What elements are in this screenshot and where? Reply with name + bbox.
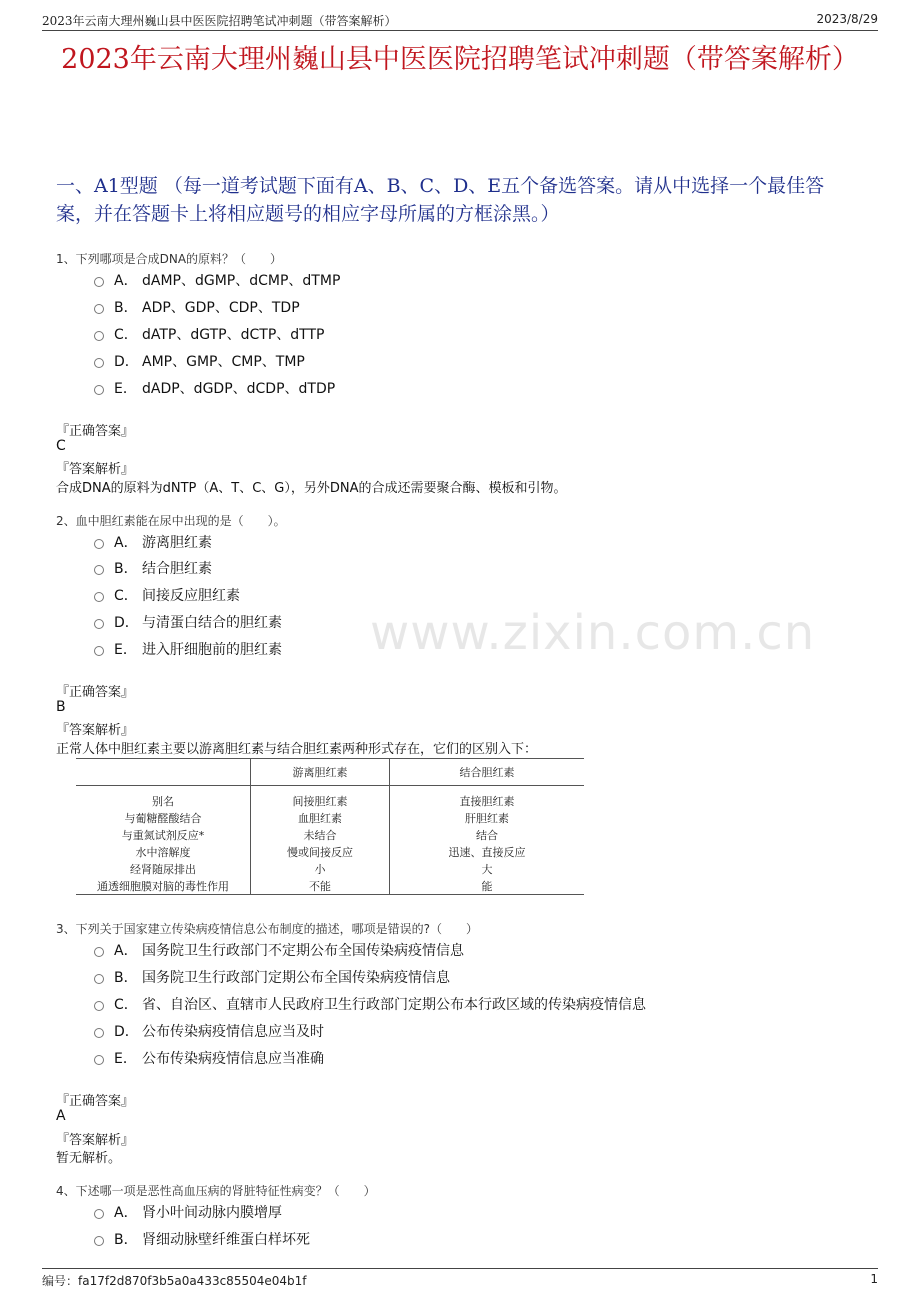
question-2: 2、血中胆红素能在尿中出现的是（ ）。: [56, 514, 286, 528]
radio-icon[interactable]: [94, 565, 104, 575]
option-text: 肾小叶间动脉内膜增厚: [142, 1205, 282, 1221]
option-letter: E．: [114, 642, 137, 658]
table-cell: 血胆红素: [251, 809, 390, 826]
option-letter: B．: [114, 561, 138, 577]
radio-icon[interactable]: [94, 1028, 104, 1038]
option-1c[interactable]: [94, 324, 324, 344]
option-1a[interactable]: [94, 270, 340, 290]
option-4b[interactable]: [94, 1229, 310, 1249]
bilirubin-table: [76, 758, 584, 895]
correct-answer-1: C: [56, 438, 66, 454]
table-row: [76, 860, 584, 877]
option-3a[interactable]: [94, 940, 464, 960]
option-letter: E．: [114, 1051, 137, 1067]
radio-icon[interactable]: [94, 277, 104, 287]
table-cell: 结合: [390, 826, 585, 843]
option-letter: E．: [114, 381, 137, 397]
option-letter: B．: [114, 1232, 138, 1248]
option-letter: A．: [114, 535, 138, 551]
page-number: 1: [870, 1272, 878, 1286]
footer-divider: [42, 1268, 878, 1269]
option-text: dAMP、dGMP、dCMP、dTMP: [142, 273, 341, 289]
table-header-row: [76, 759, 584, 786]
option-text: 国务院卫生行政部门不定期公布全国传染病疫情信息: [142, 943, 464, 959]
radio-icon[interactable]: [94, 358, 104, 368]
analysis-3: 暂无解析。: [56, 1151, 122, 1166]
correct-answer-label: 『正确答案』: [56, 1094, 135, 1109]
correct-answer-label: 『正确答案』: [56, 685, 135, 700]
option-text: ADP、GDP、CDP、TDP: [142, 300, 300, 316]
table-row: [76, 809, 584, 826]
header-divider: [42, 30, 878, 31]
radio-icon[interactable]: [94, 331, 104, 341]
option-2d[interactable]: [94, 612, 282, 632]
table-cell: 能: [390, 877, 585, 895]
option-text: dADP、dGDP、dCDP、dTDP: [142, 381, 336, 397]
option-letter: A．: [114, 1205, 138, 1221]
table-cell: 大: [390, 860, 585, 877]
table-cell: 迅速、直接反应: [390, 843, 585, 860]
header-doc-title: 2023年云南大理州巍山县中医医院招聘笔试冲刺题（带答案解析）: [42, 14, 397, 28]
option-letter: C．: [114, 588, 138, 604]
table-cell: 与重氮试剂反应*: [121, 828, 205, 842]
option-letter: D．: [114, 354, 139, 370]
option-letter: A．: [114, 273, 138, 289]
correct-answer-2: B: [56, 699, 66, 715]
option-3e[interactable]: [94, 1048, 324, 1068]
table-cell: 水中溶解度: [135, 845, 191, 859]
option-text: 结合胆红素: [142, 561, 212, 577]
analysis-label: 『答案解析』: [56, 462, 135, 477]
option-letter: C．: [114, 327, 138, 343]
correct-answer-label: 『正确答案』: [56, 424, 135, 439]
option-text: 国务院卫生行政部门定期公布全国传染病疫情信息: [142, 970, 450, 986]
table-cell: 慢或间接反应: [251, 843, 390, 860]
header-date: 2023/8/29: [816, 12, 878, 26]
question-1: 1、下列哪项是合成DNA的原料？（ ）: [56, 252, 283, 266]
table-cell: 未结合: [251, 826, 390, 843]
table-cell: 直接胆红素: [390, 786, 585, 810]
option-letter: B．: [114, 970, 138, 986]
radio-icon[interactable]: [94, 974, 104, 984]
analysis-label: 『答案解析』: [56, 1133, 135, 1148]
table-header-cell: 结合胆红素: [390, 759, 585, 786]
table-row: [76, 843, 584, 860]
radio-icon[interactable]: [94, 1055, 104, 1065]
option-3c[interactable]: [94, 994, 646, 1014]
option-text: 进入肝细胞前的胆红素: [142, 642, 282, 658]
table-row: [76, 786, 584, 810]
option-letter: D．: [114, 1024, 139, 1040]
table-cell: 通透细胞膜对脑的毒性作用: [76, 877, 251, 895]
radio-icon[interactable]: [94, 592, 104, 602]
radio-icon[interactable]: [94, 646, 104, 656]
option-text: dATP、dGTP、dCTP、dTTP: [142, 327, 325, 343]
table-cell: 小: [251, 860, 390, 877]
table-cell: 经肾随尿排出: [130, 862, 196, 876]
radio-icon[interactable]: [94, 1001, 104, 1011]
correct-answer-3: A: [56, 1108, 66, 1124]
analysis-label: 『答案解析』: [56, 723, 135, 738]
option-letter: A．: [114, 943, 138, 959]
table-row: [76, 826, 584, 843]
option-letter: B．: [114, 300, 138, 316]
option-text: AMP、GMP、CMP、TMP: [142, 354, 305, 370]
option-text: 肾细动脉壁纤维蛋白样坏死: [142, 1232, 310, 1248]
watermark: www.zixin.com.cn: [370, 605, 816, 661]
option-text: 公布传染病疫情信息应当准确: [142, 1051, 324, 1067]
option-2a[interactable]: [94, 532, 212, 552]
table-cell: 别名: [152, 794, 174, 808]
analysis-2: 正常人体中胆红素主要以游离胆红素与结合胆红素两种形式存在，它们的区别入下：: [56, 742, 538, 757]
question-4: 4、下述哪一项是恶性高血压病的肾脏特征性病变？（ ）: [56, 1184, 376, 1198]
option-1b[interactable]: [94, 297, 300, 317]
option-letter: D．: [114, 615, 139, 631]
radio-icon[interactable]: [94, 304, 104, 314]
page-title: 2023年云南大理州巍山县中医医院招聘笔试冲刺题（带答案解析）: [61, 44, 859, 75]
question-3: 3、下列关于国家建立传染病疫情信息公布制度的描述，哪项是错误的?（ ）: [56, 922, 479, 936]
radio-icon[interactable]: [94, 947, 104, 957]
section-heading: 一、A1型题 （每一道考试题下面有A、B、C、D、E五个备选答案。请从中选择一个最佳答案，并在答题卡上将相应题号的相应字母所属的方框涂黑。）: [56, 175, 825, 225]
radio-icon[interactable]: [94, 539, 104, 549]
table-cell: 肝胆红素: [390, 809, 585, 826]
option-text: 间接反应胆红素: [142, 588, 240, 604]
option-2e[interactable]: [94, 639, 282, 659]
table-row: [76, 877, 584, 895]
table-header-cell: 游离胆红素: [251, 759, 390, 786]
table-cell: 不能: [251, 877, 390, 895]
option-2b[interactable]: [94, 558, 212, 578]
option-text: 与清蛋白结合的胆红素: [142, 615, 282, 631]
option-text: 省、自治区、直辖市人民政府卫生行政部门定期公布本行政区域的传染病疫情信息: [142, 997, 646, 1013]
option-text: 公布传染病疫情信息应当及时: [142, 1024, 324, 1040]
table-header-cell: [76, 759, 251, 786]
radio-icon[interactable]: [94, 619, 104, 629]
option-text: 游离胆红素: [142, 535, 212, 551]
radio-icon[interactable]: [94, 1209, 104, 1219]
analysis-1: 合成DNA的原料为dNTP（A、T、C、G），另外DNA的合成还需要聚合酶、模板和引物。: [56, 481, 567, 496]
table-cell: 间接胆红素: [251, 786, 390, 810]
option-4a[interactable]: [94, 1202, 282, 1222]
option-1d[interactable]: [94, 351, 305, 371]
option-3d[interactable]: [94, 1021, 324, 1041]
document-code: 编号：fa17f2d870f3b5a0a433c85504e04b1f: [42, 1274, 307, 1288]
option-letter: C．: [114, 997, 138, 1013]
radio-icon[interactable]: [94, 385, 104, 395]
radio-icon[interactable]: [94, 1236, 104, 1246]
option-3b[interactable]: [94, 967, 450, 987]
option-2c[interactable]: [94, 585, 240, 605]
option-1e[interactable]: [94, 378, 335, 398]
table-cell: 与葡糖醛酸结合: [124, 811, 202, 825]
